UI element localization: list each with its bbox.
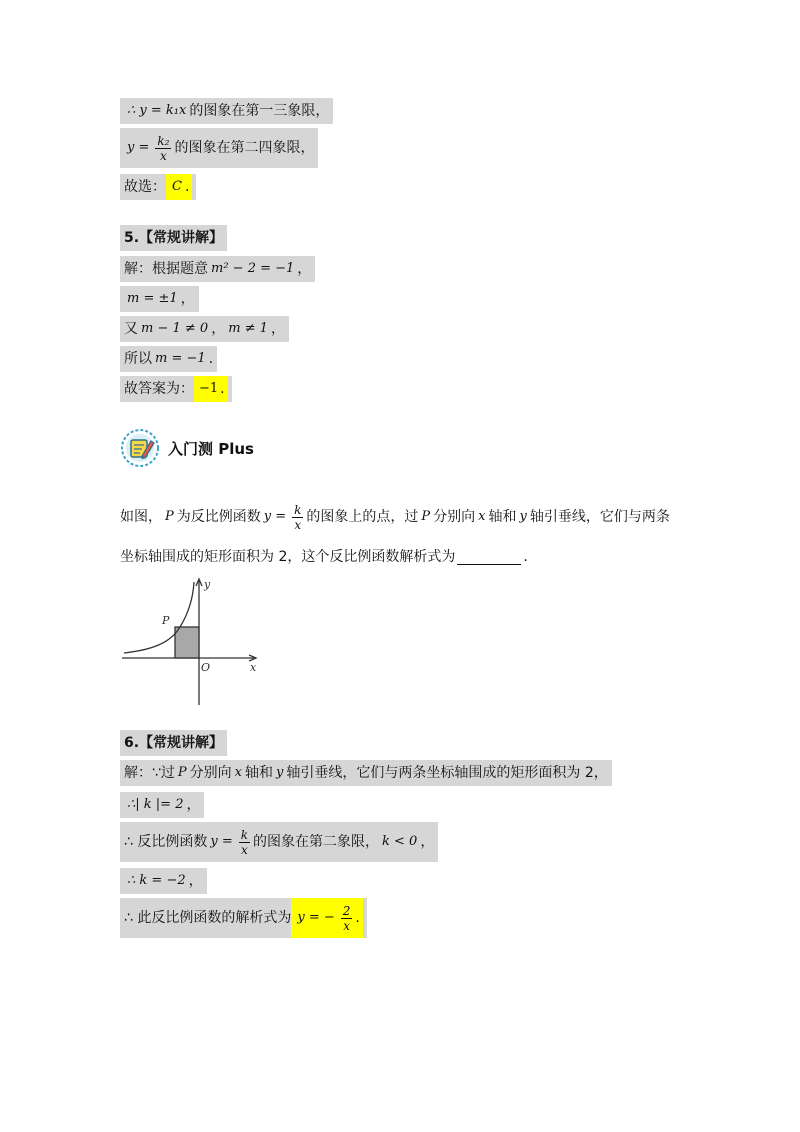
text-segment: ， — [297, 261, 312, 277]
math-expression: y = − — [297, 910, 335, 925]
math-expression: y = — [263, 509, 287, 524]
text-segment: 为反比例函数 — [176, 509, 261, 525]
text-segment: . — [208, 351, 214, 367]
s6-line-4 — [120, 868, 207, 894]
text-segment: . — [523, 549, 528, 565]
prev-line-3 — [120, 174, 196, 200]
math-expression: m = −1 — [155, 351, 206, 366]
text-segment: . — [355, 910, 360, 926]
answer-highlight — [194, 376, 228, 402]
text-segment: 坐标轴围成的矩形面积为 2，这个反比例函数解析式为 — [120, 549, 456, 565]
fraction — [292, 503, 303, 532]
fraction-denominator: x — [294, 517, 302, 532]
fraction — [341, 904, 353, 933]
math-expression: y = — [210, 834, 233, 849]
text-segment: ， — [270, 321, 285, 337]
section-6-heading: 6.【常规讲解】 — [120, 730, 227, 756]
text-segment: ， — [211, 321, 226, 337]
text-segment: 又 — [124, 321, 138, 337]
fraction-numerator: k₂ — [157, 133, 170, 148]
s6-line-3 — [120, 822, 438, 862]
math-expression: m ≠ 1 — [228, 321, 268, 336]
text-segment: 故选： — [124, 179, 166, 195]
text-segment: 的图象上的点，过 — [306, 509, 419, 525]
math-expression: k < 0 — [382, 834, 418, 849]
fraction — [155, 134, 171, 163]
question-figure — [120, 574, 262, 706]
x-axis-label: x — [250, 661, 257, 674]
prev-line-2 — [120, 128, 318, 168]
math-symbol: x — [478, 509, 486, 524]
math-expression: ∴ y = k₁x — [127, 103, 187, 118]
answer-value: −1 — [199, 381, 219, 396]
text-segment: ， — [186, 797, 201, 813]
text-segment: . — [184, 179, 190, 195]
text-segment: 轴引垂线，它们与两条坐标轴围成的矩形面积为 2， — [286, 765, 608, 781]
origin-label: O — [201, 661, 211, 674]
text-segment: 解：∵过 — [124, 765, 175, 781]
section-title: 入门测 Plus — [168, 439, 254, 458]
fraction-denominator: x — [343, 918, 350, 933]
text-segment: 分别向 — [189, 765, 232, 781]
s5-line-2 — [120, 286, 199, 312]
s6-line-5 — [120, 898, 367, 938]
fraction-denominator: x — [160, 148, 167, 163]
math-symbol: P — [421, 509, 431, 524]
text-segment: 轴引垂线，它们与两条 — [529, 509, 670, 525]
s6-line-1 — [120, 760, 612, 786]
math-expression: ∴| k |= 2 — [127, 797, 184, 812]
text-segment: 的图象在第二四象限， — [174, 140, 315, 156]
answer-highlight — [291, 898, 363, 938]
math-symbol: y — [276, 765, 284, 780]
s5-line-1 — [120, 256, 315, 282]
s6-line-2 — [120, 792, 204, 818]
text-segment: 分别向 — [433, 509, 476, 525]
text-segment: ∴ 反比例函数 — [124, 834, 208, 850]
math-expression: m² − 2 = −1 — [211, 261, 295, 276]
text-segment: 轴和 — [488, 509, 517, 525]
pencil-notepad-icon — [120, 428, 160, 468]
text-segment: 故答案为： — [124, 381, 194, 397]
text-segment: 的图象在第一三象限， — [189, 103, 330, 119]
question-line-1 — [120, 496, 670, 538]
text-segment: 轴和 — [245, 765, 274, 781]
math-symbol: P — [165, 509, 174, 524]
plus-heading — [120, 428, 254, 468]
text-segment: 解：根据题意 — [124, 261, 208, 277]
math-symbol: P — [177, 765, 187, 780]
fraction — [239, 828, 250, 857]
y-axis-label: y — [204, 578, 211, 591]
text-segment: ， — [420, 834, 435, 850]
text-segment: ∴ 此反比例函数的解析式为 — [124, 910, 292, 926]
answer-highlight — [166, 174, 192, 200]
math-symbol: x — [234, 765, 243, 780]
section-5-heading: 5.【常规讲解】 — [120, 225, 227, 251]
math-symbol: y — [519, 509, 527, 524]
fraction-numerator: k — [294, 502, 302, 517]
fraction-numerator: 2 — [342, 903, 351, 918]
text-segment: ， — [188, 873, 203, 889]
point-p-label: P — [162, 614, 170, 627]
answer-value: C — [172, 179, 182, 194]
math-expression: m = ±1 — [127, 291, 178, 306]
math-expression: y = — [127, 140, 150, 155]
math-expression: ∴ k = −2 — [127, 873, 186, 888]
fraction-numerator: k — [240, 827, 249, 842]
math-expression: m − 1 ≠ 0 — [141, 321, 209, 336]
answer-blank — [457, 550, 521, 565]
prev-line-1 — [120, 98, 333, 124]
text-segment: 所以 — [124, 351, 152, 367]
text-segment: 的图象在第二象限， — [253, 834, 380, 850]
text-segment: . — [220, 381, 225, 397]
s5-line-4 — [120, 346, 217, 372]
text-segment: ， — [180, 291, 195, 307]
fraction-denominator: x — [240, 842, 248, 857]
question-line-2 — [120, 544, 528, 570]
text-segment: 如图， — [120, 509, 162, 525]
s5-line-5 — [120, 376, 232, 402]
s5-line-3 — [120, 316, 289, 342]
